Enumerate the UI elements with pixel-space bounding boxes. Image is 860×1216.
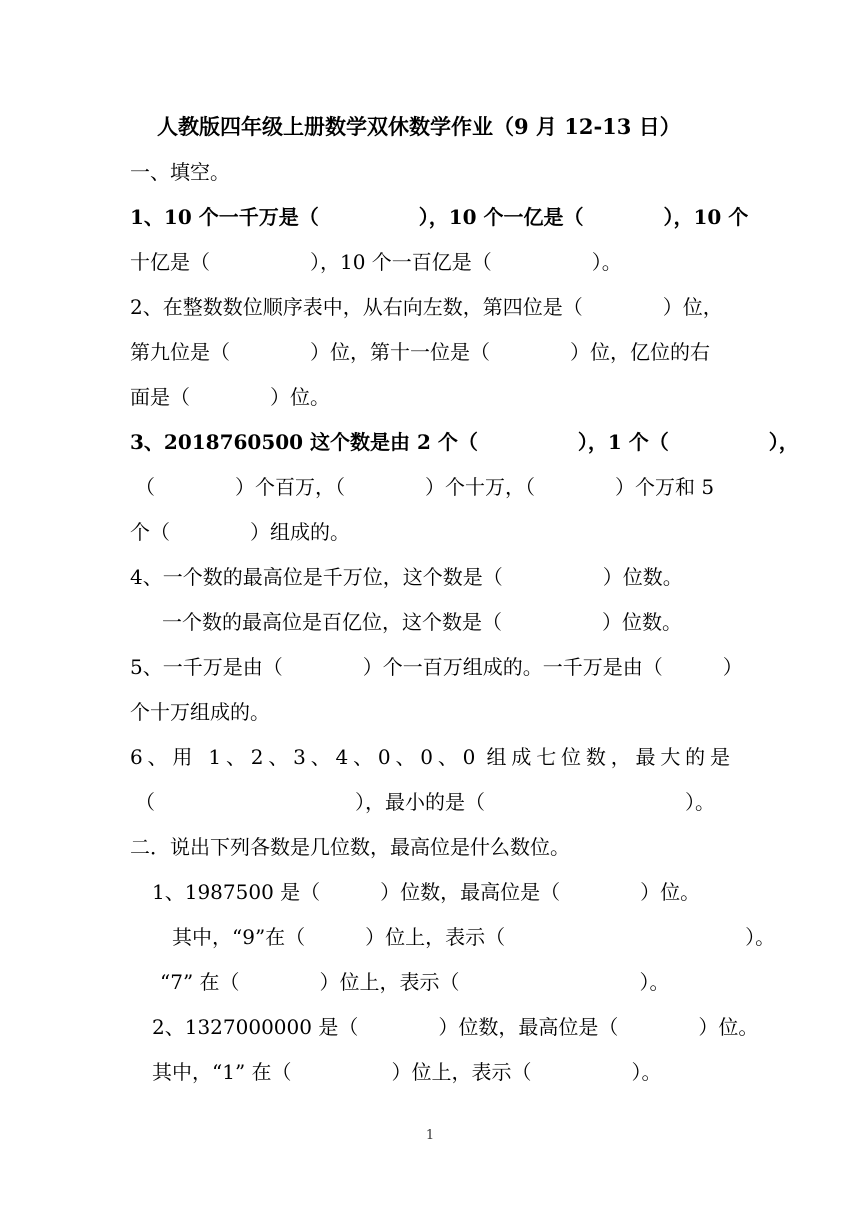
q4-line2: 一个数的最高位是百亿位，这个数是（ ）位数。 — [162, 610, 682, 634]
s2q1-line2: 其中，“9”在（ ）位上，表示（ ）。 — [172, 925, 776, 949]
q1-line1: 1、10 个一千万是（ ），10 个一亿是（ ），10 个 — [130, 205, 749, 229]
s2q1-line1: 1、1987500 是（ ）位数，最高位是（ ）位。 — [152, 880, 701, 904]
page-number: 1 — [425, 1128, 435, 1143]
q2-line3: 面是（ ）位。 — [130, 385, 330, 409]
q6-line1: 6、用 1、2、3、4、0、0、0 组成七位数，最大的是 — [130, 745, 730, 769]
s2q2-line1: 2、1327000000 是（ ）位数，最高位是（ ）位。 — [152, 1015, 759, 1039]
q3-line3: 个（ ）组成的。 — [130, 520, 350, 544]
document-title: 人教版四年级上册数学双休数学作业（9 月 12-13 日） — [157, 114, 681, 139]
q5-line2: 个十万组成的。 — [130, 700, 270, 724]
q5-line1: 5、一千万是由（ ）个一百万组成的。一千万是由（ ） — [130, 655, 743, 679]
q2-line2: 第九位是（ ）位，第十一位是（ ）位，亿位的右 — [130, 340, 710, 364]
q3-line1: 3、2018760500 这个数是由 2 个（ ），1 个（ ）， — [130, 430, 799, 454]
q4-line1: 4、一个数的最高位是千万位，这个数是（ ）位数。 — [130, 565, 683, 589]
section1-heading: 一、填空。 — [130, 160, 230, 184]
section2-heading: 二．说出下列各数是几位数，最高位是什么数位。 — [130, 835, 570, 859]
q1-line2: 十亿是（ ），10 个一百亿是（ ）。 — [130, 250, 622, 274]
s2q2-line2: 其中，“1” 在（ ）位上，表示（ ）。 — [152, 1060, 662, 1084]
q3-line2: （ ）个百万，（ ）个十万，（ ）个万和 5 — [135, 475, 715, 499]
s2q1-line3: “7” 在（ ）位上，表示（ ）。 — [160, 970, 670, 994]
q2-line1: 2、在整数数位顺序表中，从右向左数，第四位是（ ）位， — [130, 295, 723, 319]
q6-line2: （ ），最小的是（ ）。 — [135, 790, 715, 814]
